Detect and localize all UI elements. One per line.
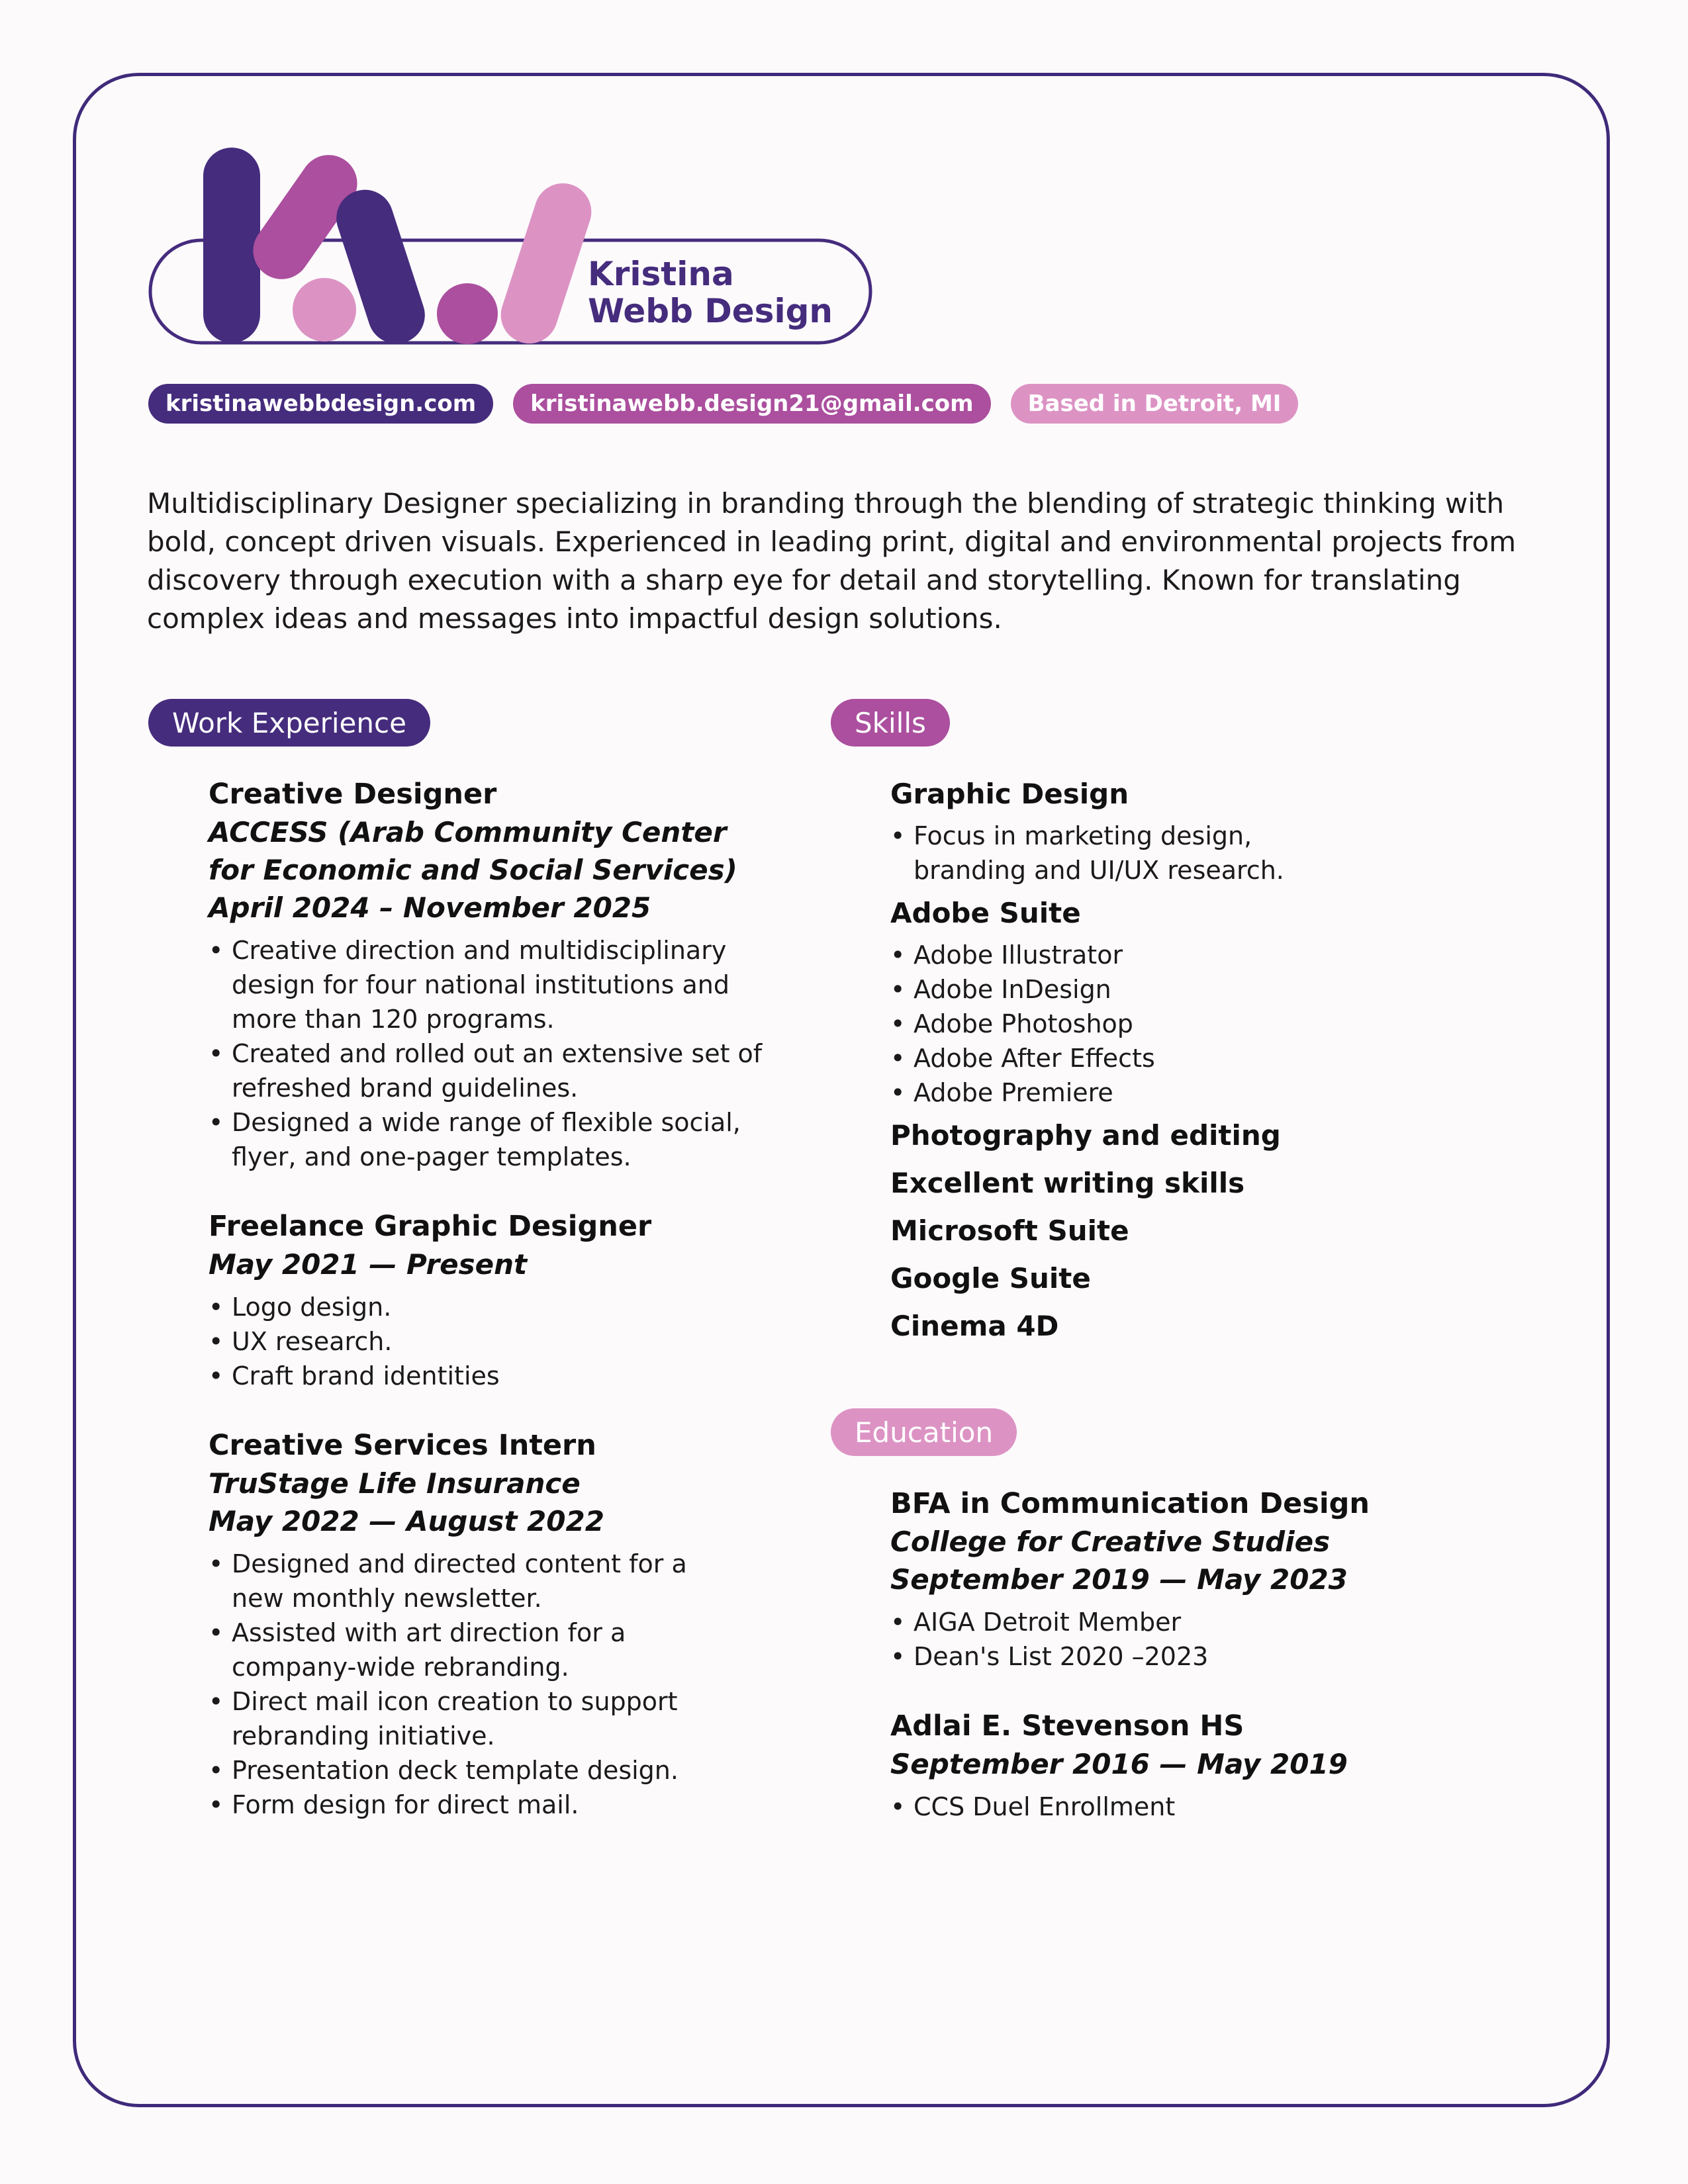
list-item: • Assisted with art direction for a company-wide rebranding. [209, 1615, 712, 1684]
location-badge: Based in Detroit, MI [1011, 384, 1299, 424]
list-item: • Adobe After Effects [890, 1041, 1486, 1075]
email-link[interactable]: kristinawebb.design21@gmail.com [513, 384, 990, 424]
skills-list [890, 775, 1486, 1355]
skill-title: Google Suite [890, 1262, 1091, 1295]
skill-title: Cinema 4D [890, 1310, 1059, 1342]
degree-title: BFA in Communication Design [890, 1487, 1370, 1520]
job-item [209, 775, 778, 1174]
list-item: • Dean's List 2020 –2023 [890, 1639, 1486, 1674]
list-item: • CCS Duel Enrollment [890, 1790, 1486, 1824]
job-item [209, 1426, 778, 1822]
list-item: • Form design for direct mail. [209, 1788, 712, 1822]
list-item: • Logo design. [209, 1290, 778, 1324]
list-item: • Created and rolled out an extensive set of refreshed brand guidelines. [209, 1036, 778, 1105]
work-experience-list [209, 775, 778, 1855]
education-bullets [890, 1790, 1486, 1824]
job-bullets [209, 1547, 712, 1822]
skill-title: Photography and editing [890, 1119, 1281, 1152]
school-name: College for Creative Studies [890, 1525, 1331, 1558]
education-item [890, 1484, 1486, 1674]
list-item: • Adobe Illustrator [890, 938, 1486, 972]
skill-bullets [890, 938, 1486, 1110]
brand-name-line2: Webb Design [588, 292, 833, 330]
list-item: • Craft brand identities [209, 1359, 778, 1393]
job-org: for Economic and Social Services) [209, 854, 737, 886]
list-item: • Designed a wide range of flexible social, flyer, and one-pager templates. [209, 1105, 778, 1174]
education-heading: Education [831, 1408, 1017, 1456]
education-dates: September 2016 — May 2019 [890, 1748, 1348, 1780]
education-item [890, 1707, 1486, 1824]
skill-bullets [890, 819, 1314, 887]
degree-title: Adlai E. Stevenson HS [890, 1709, 1244, 1743]
list-item: • Adobe InDesign [890, 972, 1486, 1007]
job-dates: May 2021 — Present [209, 1248, 528, 1281]
list-item: • UX research. [209, 1324, 778, 1359]
skill-title: Adobe Suite [890, 897, 1081, 929]
list-item: • Designed and directed content for a new monthly newsletter. [209, 1547, 712, 1615]
summary-text: Multidisciplinary Designer specializing in branding through the blending of strategic thinking with bold, concept driven visuals. Experienced in leading print, digital and environmental projects from discovery through execution with a sharp eye for detail and storytelling. Known for translating complex ideas and messages into impactful design solutions. [147, 487, 1517, 635]
list-item: • Adobe Photoshop [890, 1007, 1486, 1041]
list-item: • Creative direction and multidisciplinary design for four national institutions and more than 120 programs. [209, 933, 778, 1036]
list-item: • Presentation deck template design. [209, 1753, 712, 1788]
brand-name-line1: Kristina [588, 255, 734, 293]
job-item [209, 1207, 778, 1393]
list-item: • Focus in marketing design, branding and UI/UX research. [890, 819, 1314, 887]
list-item: • Direct mail icon creation to support rebranding initiative. [209, 1684, 712, 1753]
job-title: Creative Services Intern [209, 1429, 596, 1462]
job-bullets [209, 933, 778, 1174]
skill-title: Microsoft Suite [890, 1214, 1129, 1247]
work-experience-heading: Work Experience [148, 699, 430, 747]
list-item: • Adobe Premiere [890, 1075, 1486, 1110]
job-org: ACCESS (Arab Community Center [209, 816, 727, 848]
contact-pills [148, 384, 1298, 424]
job-dates: April 2024 – November 2025 [209, 891, 651, 924]
skill-group [890, 894, 1486, 1110]
skills-heading: Skills [831, 699, 950, 747]
skill-title: Excellent writing skills [890, 1167, 1245, 1199]
job-title: Creative Designer [209, 778, 497, 811]
education-dates: September 2019 — May 2023 [890, 1563, 1348, 1596]
brand-name [588, 255, 833, 330]
skill-title: Graphic Design [890, 778, 1129, 810]
job-bullets [209, 1290, 778, 1393]
education-bullets [890, 1605, 1486, 1674]
website-link[interactable]: kristinawebbdesign.com [148, 384, 493, 424]
education-list [890, 1484, 1486, 1857]
skill-group [890, 775, 1486, 887]
job-org: TruStage Life Insurance [209, 1467, 581, 1500]
list-item: • AIGA Detroit Member [890, 1605, 1486, 1639]
job-dates: May 2022 — August 2022 [209, 1505, 604, 1537]
job-title: Freelance Graphic Designer [209, 1210, 652, 1243]
